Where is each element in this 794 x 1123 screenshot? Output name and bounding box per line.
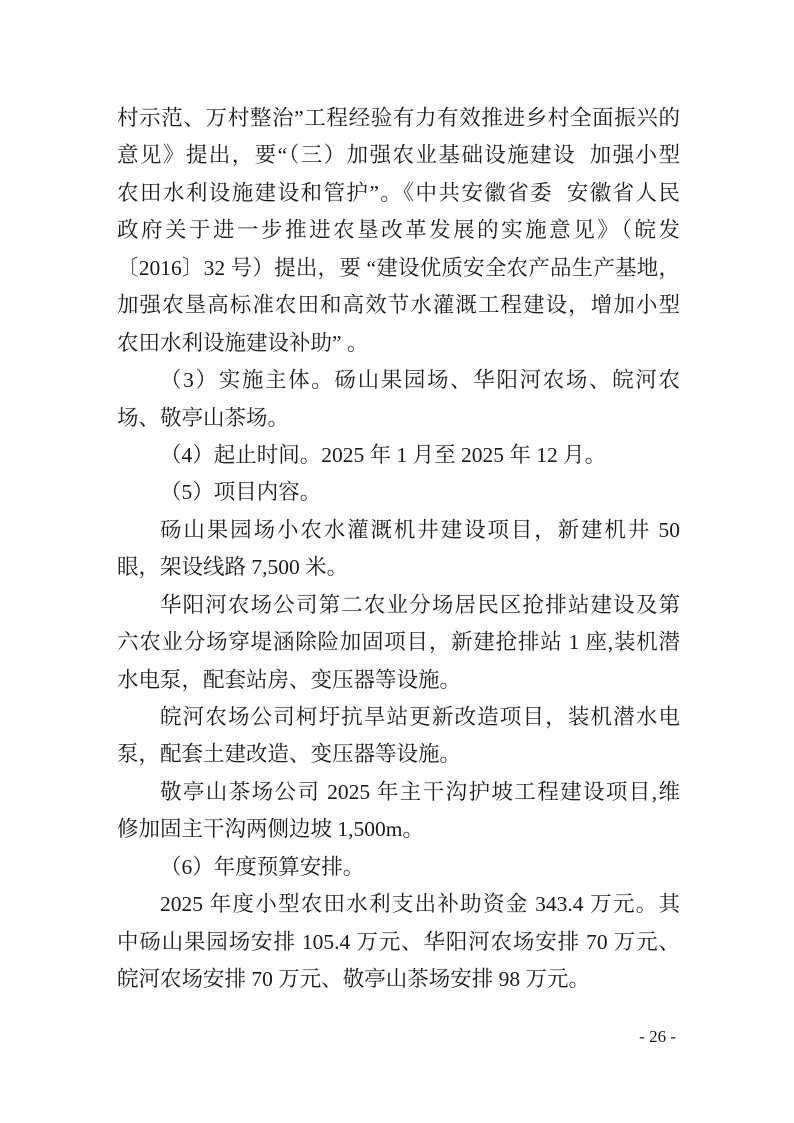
text-line: 场、敬亭山茶场。: [117, 405, 290, 430]
text-line: 〔2016〕32 号）提出，要 “建设优质安全农产品生产基地，: [117, 255, 680, 280]
text-line: 农田水利设施建设补助” 。: [117, 330, 369, 355]
text-line: 泵，配套土建改造、变压器等设施。: [117, 742, 462, 767]
text-line: 2025 年度小型农田水利支出补助资金 343.4 万元。其: [160, 892, 680, 917]
text-line: 敬亭山茶场公司 2025 年主干沟护坡工程建设项目,维: [160, 779, 680, 804]
text-line: 政府关于进一步推进农垦改革发展的实施意见》（皖发: [117, 218, 680, 243]
text-line: （3）实施主体。砀山果园场、华阳河农场、皖河农: [160, 368, 680, 393]
text-line: 村示范、万村整治”工程经验有力有效推进乡村全面振兴的: [117, 106, 680, 130]
text-line: （4）起止时间。2025 年 1 月至 2025 年 12 月。: [160, 442, 607, 467]
page-number: - 26 -: [639, 1027, 676, 1046]
text-line: （6）年度预算安排。: [160, 854, 365, 879]
text-line: 华阳河农场公司第二农业分场居民区抢排站建设及第: [160, 592, 680, 617]
text-line: 意见》提出，要“（三）加强农业基础设施建设 加强小型: [117, 143, 680, 168]
text-line: 中砀山果园场安排 105.4 万元、华阳河农场安排 70 万元、: [117, 929, 680, 954]
text-line: 六农业分场穿堤涵除险加固项目，新建抢排站 1 座,装机潜: [117, 630, 680, 655]
document-body-text: [117, 100, 680, 999]
text-line: 砀山果园场小农水灌溉机井建设项目，新建机井 50: [160, 517, 680, 542]
text-line: 皖河农场安排 70 万元、敬亭山茶场安排 98 万元。: [117, 967, 591, 992]
text-line: 眼，架设线路 7,500 米。: [117, 555, 349, 580]
text-line: 加强农垦高标准农田和高效节水灌溉工程建设，增加小型: [117, 293, 680, 318]
text-line: 农田水利设施建设和管护”。《中共安徽省委 安徽省人民: [117, 180, 680, 205]
text-line: （5）项目内容。: [160, 480, 322, 505]
text-line: 皖河农场公司柯圩抗旱站更新改造项目，装机潜水电: [160, 705, 680, 729]
text-line: 修加固主干沟两侧边坡 1,500m。: [117, 817, 424, 842]
text-line: 水电泵，配套站房、变压器等设施。: [117, 667, 462, 692]
